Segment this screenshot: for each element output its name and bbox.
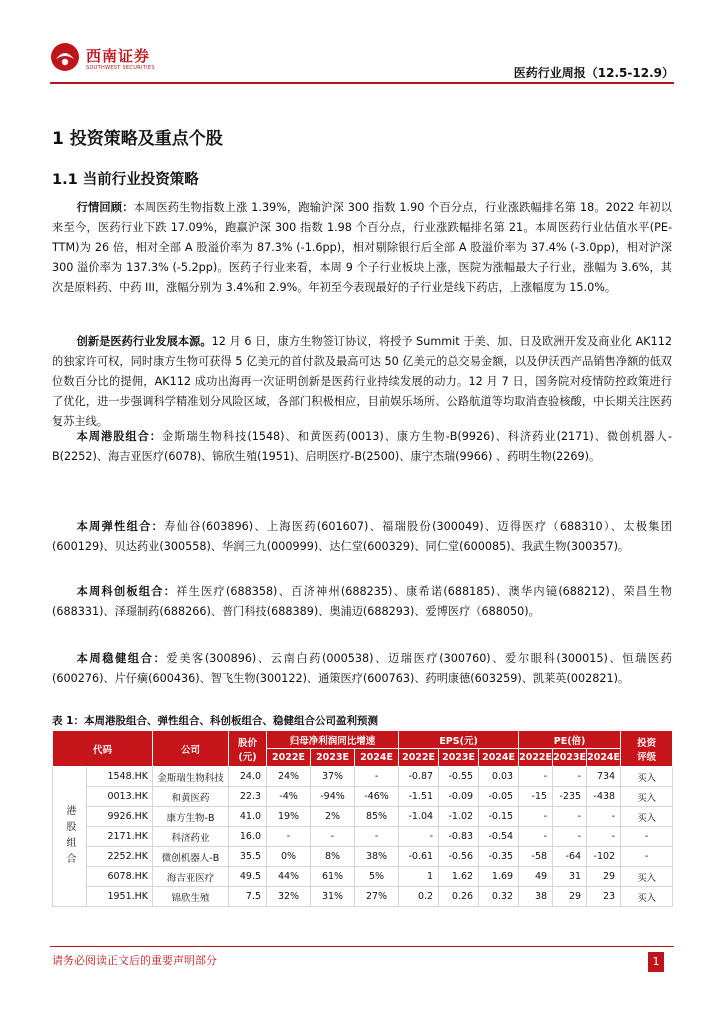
stock-code: 2252.HK: [87, 847, 153, 867]
growth-2024: 38%: [355, 847, 399, 867]
company-name: 锦欣生殖: [153, 887, 229, 907]
eps-2022: 1: [399, 867, 439, 887]
growth-2022: 19%: [267, 807, 311, 827]
report-title: 医药行业周报（12.5-12.9）: [513, 66, 674, 80]
company-name: 康方生物-B: [153, 807, 229, 827]
pe-2022: -15: [519, 787, 553, 807]
eps-2023: -0.09: [439, 787, 479, 807]
eps-2024: -0.54: [479, 827, 519, 847]
pe-2023: -: [553, 827, 587, 847]
eps-2022: -0.61: [399, 847, 439, 867]
eps-2022: -0.87: [399, 767, 439, 787]
table-row: [53, 807, 673, 827]
pe-2024: 23: [587, 887, 621, 907]
price: 22.3: [229, 787, 267, 807]
eps-2022: -1.04: [399, 807, 439, 827]
pe-2022: -: [519, 807, 553, 827]
elastic-portfolio-paragraph: [52, 517, 672, 557]
growth-2022: 32%: [267, 887, 311, 907]
company-name: 科济药业: [153, 827, 229, 847]
pe-2024: -438: [587, 787, 621, 807]
table-caption: 表 1：本周港股组合、弹性组合、科创板组合、稳健组合公司盈利预测: [52, 715, 378, 727]
header-year: 2022E: [267, 749, 311, 767]
pe-2023: -235: [553, 787, 587, 807]
company-name: 海吉亚医疗: [153, 867, 229, 887]
table-row: [53, 787, 673, 807]
price: 41.0: [229, 807, 267, 827]
eps-2022: -1.51: [399, 787, 439, 807]
rating: 买入: [621, 807, 673, 827]
growth-2024: -: [355, 767, 399, 787]
logo-mark-icon: [50, 42, 80, 72]
header-year: 2024E: [479, 749, 519, 767]
rating: 买入: [621, 887, 673, 907]
paragraph-text: 本周医药生物指数上涨 1.39%，跑输沪深 300 指数 1.90 个百分点，行业涨跌幅排名第 18。2022 年初以来至今，医药行业下跌 17.09%，跑赢沪深 300 指数 1.98 个百分点，行业涨跌幅排名第 21。本周医药行业估值水平(PE-TTM)为 26 倍，相对全部 A 股溢价率为 87.3% (-1.6pp)，相对剔除银行后全部 A 股溢价率为 37.4% (-3.0pp)，相对沪深 300 溢价率为 137.3% (-5.2pp)。医药子行业来看，本周 9 个子行业板块上涨，医院为涨幅最大子行业，涨幅为 3.6%，其次是原料药、中药 III，涨幅分别为 3.4%和 2.9%。年初至今表现最好的子行业是线下药店，上涨幅度为 15.0%。: [52, 201, 672, 294]
subsection-heading: 1.1 当前行业投资策略: [52, 172, 199, 188]
header-rating: 投资 评级: [621, 731, 673, 767]
hk-portfolio-paragraph: [52, 427, 672, 467]
rating: 买入: [621, 787, 673, 807]
logo-text-cn: 西南证券: [86, 47, 151, 65]
rating: 买入: [621, 767, 673, 787]
eps-2023: -0.56: [439, 847, 479, 867]
pe-2024: 29: [587, 867, 621, 887]
company-name: 微创机器人-B: [153, 847, 229, 867]
company-name: 和黄医药: [153, 787, 229, 807]
stock-code: 2171.HK: [87, 827, 153, 847]
eps-2024: -0.35: [479, 847, 519, 867]
pe-2024: -: [587, 827, 621, 847]
disclaimer-note: 请务必阅读正文后的重要声明部分: [52, 954, 217, 967]
page-number: 1: [648, 952, 664, 972]
company-name: 金斯瑞生物科技: [153, 767, 229, 787]
rating: -: [621, 827, 673, 847]
pe-2022: -: [519, 767, 553, 787]
growth-2023: 2%: [311, 807, 355, 827]
pe-2023: 31: [553, 867, 587, 887]
pe-2024: -102: [587, 847, 621, 867]
market-review-paragraph: [52, 198, 672, 298]
paragraph-text: 寿仙谷(603896)、上海医药(601607)、福瑞股份(300049)、迈得医疗（688310）、太极集团(600129)、贝达药业(300558)、华润三九(000999)、达仁堂(600329)、同仁堂(600085)、我武生物(300357)。: [52, 520, 672, 553]
table-row: [53, 847, 673, 867]
growth-2023: 37%: [311, 767, 355, 787]
rating: -: [621, 847, 673, 867]
growth-2024: 27%: [355, 887, 399, 907]
paragraph-text: 金斯瑞生物科技(1548)、和黄医药(0013)、康方生物-B(9926)、科济药业(2171)、微创机器人-B(2252)、海吉亚医疗(6078)、锦欣生殖(1951)、启明医疗-B(2500)、康宁杰瑞(9966) 、药明生物(2269)。: [52, 430, 672, 463]
eps-2024: 0.03: [479, 767, 519, 787]
growth-2022: -4%: [267, 787, 311, 807]
paragraph-lead: 行情回顾：: [76, 201, 134, 214]
price: 16.0: [229, 827, 267, 847]
pe-2023: 29: [553, 887, 587, 907]
header-year: 2023E: [553, 749, 587, 767]
price: 24.0: [229, 767, 267, 787]
stock-code: 6078.HK: [87, 867, 153, 887]
eps-2023: -0.55: [439, 767, 479, 787]
paragraph-text: 爱美客(300896)、云南白药(000538)、迈瑞医疗(300760)、爱尔眼科(300015)、恒瑞医药(600276)、片仔癀(600436)、智飞生物(300122)、通策医疗(600763)、药明康德(603259)、凯莱英(002821)。: [52, 652, 672, 685]
header-year: 2022E: [519, 749, 553, 767]
eps-2022: -: [399, 827, 439, 847]
paragraph-lead: 创新是医药行业发展本源。: [76, 335, 212, 348]
paragraph-lead: 本周科创板组合：: [76, 585, 177, 598]
growth-2024: 85%: [355, 807, 399, 827]
price: 49.5: [229, 867, 267, 887]
growth-2022: -: [267, 827, 311, 847]
stable-portfolio-paragraph: [52, 649, 672, 689]
group-label: 港股组合: [53, 767, 87, 907]
paragraph-lead: 本周稳健组合：: [76, 652, 167, 665]
header-year: 2023E: [311, 749, 355, 767]
footer-divider: [50, 946, 674, 947]
stock-code: 1951.HK: [87, 887, 153, 907]
header-code: 代码: [53, 731, 153, 767]
header-price: 股价 (元): [229, 731, 267, 767]
eps-2023: 1.62: [439, 867, 479, 887]
eps-2024: -0.05: [479, 787, 519, 807]
stock-code: 1548.HK: [87, 767, 153, 787]
table-row: [53, 887, 673, 907]
table-header-row: [53, 731, 673, 749]
eps-2024: 1.69: [479, 867, 519, 887]
pe-2022: 49: [519, 867, 553, 887]
eps-2024: 0.32: [479, 887, 519, 907]
pe-2023: -64: [553, 847, 587, 867]
stock-code: 9926.HK: [87, 807, 153, 827]
innovation-paragraph: [52, 332, 672, 432]
table-row: [53, 767, 673, 787]
pe-2024: -: [587, 807, 621, 827]
header-year: 2023E: [439, 749, 479, 767]
header-divider: [50, 82, 674, 84]
paragraph-lead: 本周弹性组合：: [76, 520, 165, 533]
eps-2023: -1.02: [439, 807, 479, 827]
price: 35.5: [229, 847, 267, 867]
section-heading: 1 投资策略及重点个股: [52, 129, 223, 149]
header-year: 2024E: [587, 749, 621, 767]
header-pe: PE(倍): [519, 731, 621, 749]
pe-2023: -: [553, 807, 587, 827]
pe-2022: -58: [519, 847, 553, 867]
rating: 买入: [621, 867, 673, 887]
header-company: 公司: [153, 731, 229, 767]
pe-2022: 38: [519, 887, 553, 907]
header-year: 2024E: [355, 749, 399, 767]
eps-2024: -0.15: [479, 807, 519, 827]
stock-code: 0013.HK: [87, 787, 153, 807]
logo-text-en: SOUTHWEST SECURITIES: [86, 65, 155, 71]
growth-2023: -94%: [311, 787, 355, 807]
star-market-portfolio-paragraph: [52, 582, 672, 622]
growth-2023: -: [311, 827, 355, 847]
pe-2022: -: [519, 827, 553, 847]
paragraph-lead: 本周港股组合：: [76, 430, 162, 443]
growth-2022: 0%: [267, 847, 311, 867]
growth-2024: -46%: [355, 787, 399, 807]
pe-2024: 734: [587, 767, 621, 787]
pe-2023: -: [553, 767, 587, 787]
growth-2024: -: [355, 827, 399, 847]
price: 7.5: [229, 887, 267, 907]
growth-2022: 44%: [267, 867, 311, 887]
header-year: 2022E: [399, 749, 439, 767]
company-logo: [50, 42, 160, 76]
paragraph-text: 12 月 6 日，康方生物签订协议，将授予 Summit 于美、加、日及欧洲开发及商业化 AK112 的独家许可权，同时康方生物可获得 5 亿美元的首付款及最高可达 50 亿美元的总交易金额，以及伊沃西产品销售净额的低双位数百分比的提佣，AK112 成功出海再一次证明创新是医药行业持续发展的动力。12 月 7 日，国务院对疫情防控政策进行了优化，进一步强调科学精准划分风险区域，各部门积极相应，目前娱乐场所、公路航道等均取消查验核酸，中长期关注医药复苏主线。: [52, 335, 672, 428]
growth-2023: 31%: [311, 887, 355, 907]
growth-2023: 8%: [311, 847, 355, 867]
growth-2022: 24%: [267, 767, 311, 787]
table-row: [53, 867, 673, 887]
growth-2023: 61%: [311, 867, 355, 887]
earnings-forecast-table: [52, 730, 673, 907]
eps-2023: 0.26: [439, 887, 479, 907]
eps-2022: 0.2: [399, 887, 439, 907]
growth-2024: 5%: [355, 867, 399, 887]
paragraph-text: 祥生医疗(688358)、百济神州(688235)、康希诺(688185)、澳华内镜(688212)、荣昌生物(688331)、泽璟制药(688266)、普门科技(688389)、奥浦迈(688293)、爱博医疗（688050)。: [52, 585, 672, 618]
eps-2023: -0.83: [439, 827, 479, 847]
header-eps: EPS(元): [399, 731, 519, 749]
header-growth: 归母净利润同比增速: [267, 731, 399, 749]
table-row: [53, 827, 673, 847]
